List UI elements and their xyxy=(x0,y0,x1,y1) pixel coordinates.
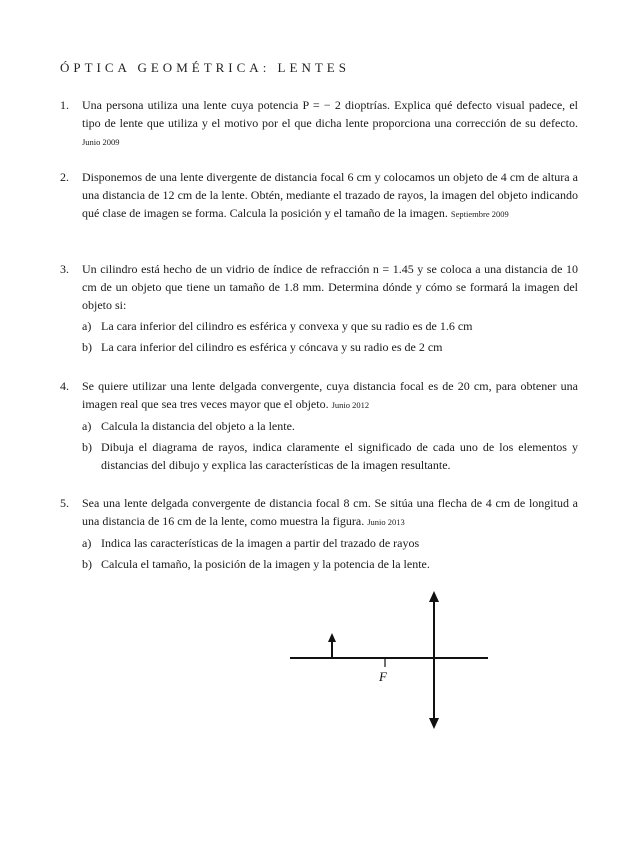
subitem-text: Indica las características de la imagen a partir del trazado de rayos xyxy=(101,536,420,550)
subitem-text: La cara inferior del cilindro es esférica y cóncava y su radio es de 2 cm xyxy=(101,340,443,354)
problem-text: Una persona utiliza una lente cuya potencia P = − 2 dioptrías. Explica qué defecto visual padece, el tipo de lente que utiliza y el motivo por el que dicha lente proporciona una corrección de su defecto. xyxy=(82,98,578,130)
problem-number: 3. xyxy=(60,262,69,276)
subitem-letter: b) xyxy=(82,440,92,454)
problem-text: Sea una lente delgada convergente de distancia focal 8 cm. Se sitúa una flecha de 4 cm de longitud a una distancia de 16 cm de la lente, como muestra la figura. xyxy=(82,496,578,528)
subitem-letter: b) xyxy=(82,557,92,571)
subitem-a xyxy=(82,317,578,335)
subitem-b xyxy=(82,338,578,356)
subitem-b xyxy=(82,438,578,474)
problem-source: Junio 2012 xyxy=(331,400,370,410)
problem-text: Disponemos de una lente divergente de distancia focal 6 cm y colocamos un objeto de 4 cm de altura a una distancia de 12 cm de la lente. Obtén, mediante el trazado de rayos, la imagen del objeto indicando qué clase de imagen se forma. Calcula la posición y el tamaño de la imagen. xyxy=(82,170,578,220)
subitem-text: Calcula el tamaño, la posición de la imagen y la potencia de la lente. xyxy=(101,557,430,571)
problem-1 xyxy=(60,96,578,151)
problem-2 xyxy=(60,168,578,223)
object-arrowhead xyxy=(328,633,336,642)
subitem-a xyxy=(82,534,578,552)
subitem-letter: a) xyxy=(82,419,92,433)
problem-number: 5. xyxy=(60,496,69,510)
subitem-b xyxy=(82,555,578,573)
subitem-letter: a) xyxy=(82,319,92,333)
lens-top-arrowhead xyxy=(429,591,439,602)
subitem-letter: a) xyxy=(82,536,92,550)
problem-number: 1. xyxy=(60,98,69,112)
subitem-text: La cara inferior del cilindro es esférica y convexa y que su radio es de 1.6 cm xyxy=(101,319,473,333)
problem-number: 2. xyxy=(60,170,69,184)
problem-source: Septiembre 2009 xyxy=(450,209,509,219)
subitem-text: Dibuja el diagrama de rayos, indica claramente el significado de cada uno de los elementos y distancias del dibujo y explica las características de la imagen resultante. xyxy=(101,440,578,472)
lens-diagram xyxy=(280,585,500,735)
problem-text: Un cilindro está hecho de un vidrio de índice de refracción n = 1.45 y se coloca a una distancia de 10 cm de un objeto que tiene un tamaño de 1.8 mm. Determina dónde y cómo se formará la imagen del objeto si: xyxy=(82,262,578,312)
problem-4 xyxy=(60,377,578,474)
problem-source: Junio 2009 xyxy=(82,137,120,147)
lens-bottom-arrowhead xyxy=(429,718,439,729)
problem-number: 4. xyxy=(60,379,69,393)
problem-3 xyxy=(60,260,578,356)
subitem-a xyxy=(82,417,578,435)
subitem-letter: b) xyxy=(82,340,92,354)
focal-label: F xyxy=(379,669,387,684)
subitem-text: Calcula la distancia del objeto a la lente. xyxy=(101,419,295,433)
problem-5 xyxy=(60,494,578,573)
problem-source: Junio 2013 xyxy=(367,517,405,527)
page-title: ÓPTICA GEOMÉTRICA: LENTES xyxy=(60,60,350,75)
problem-text: Se quiere utilizar una lente delgada convergente, cuya distancia focal es de 20 cm, para obtener una imagen real que sea tres veces mayor que el objeto. xyxy=(82,379,578,411)
